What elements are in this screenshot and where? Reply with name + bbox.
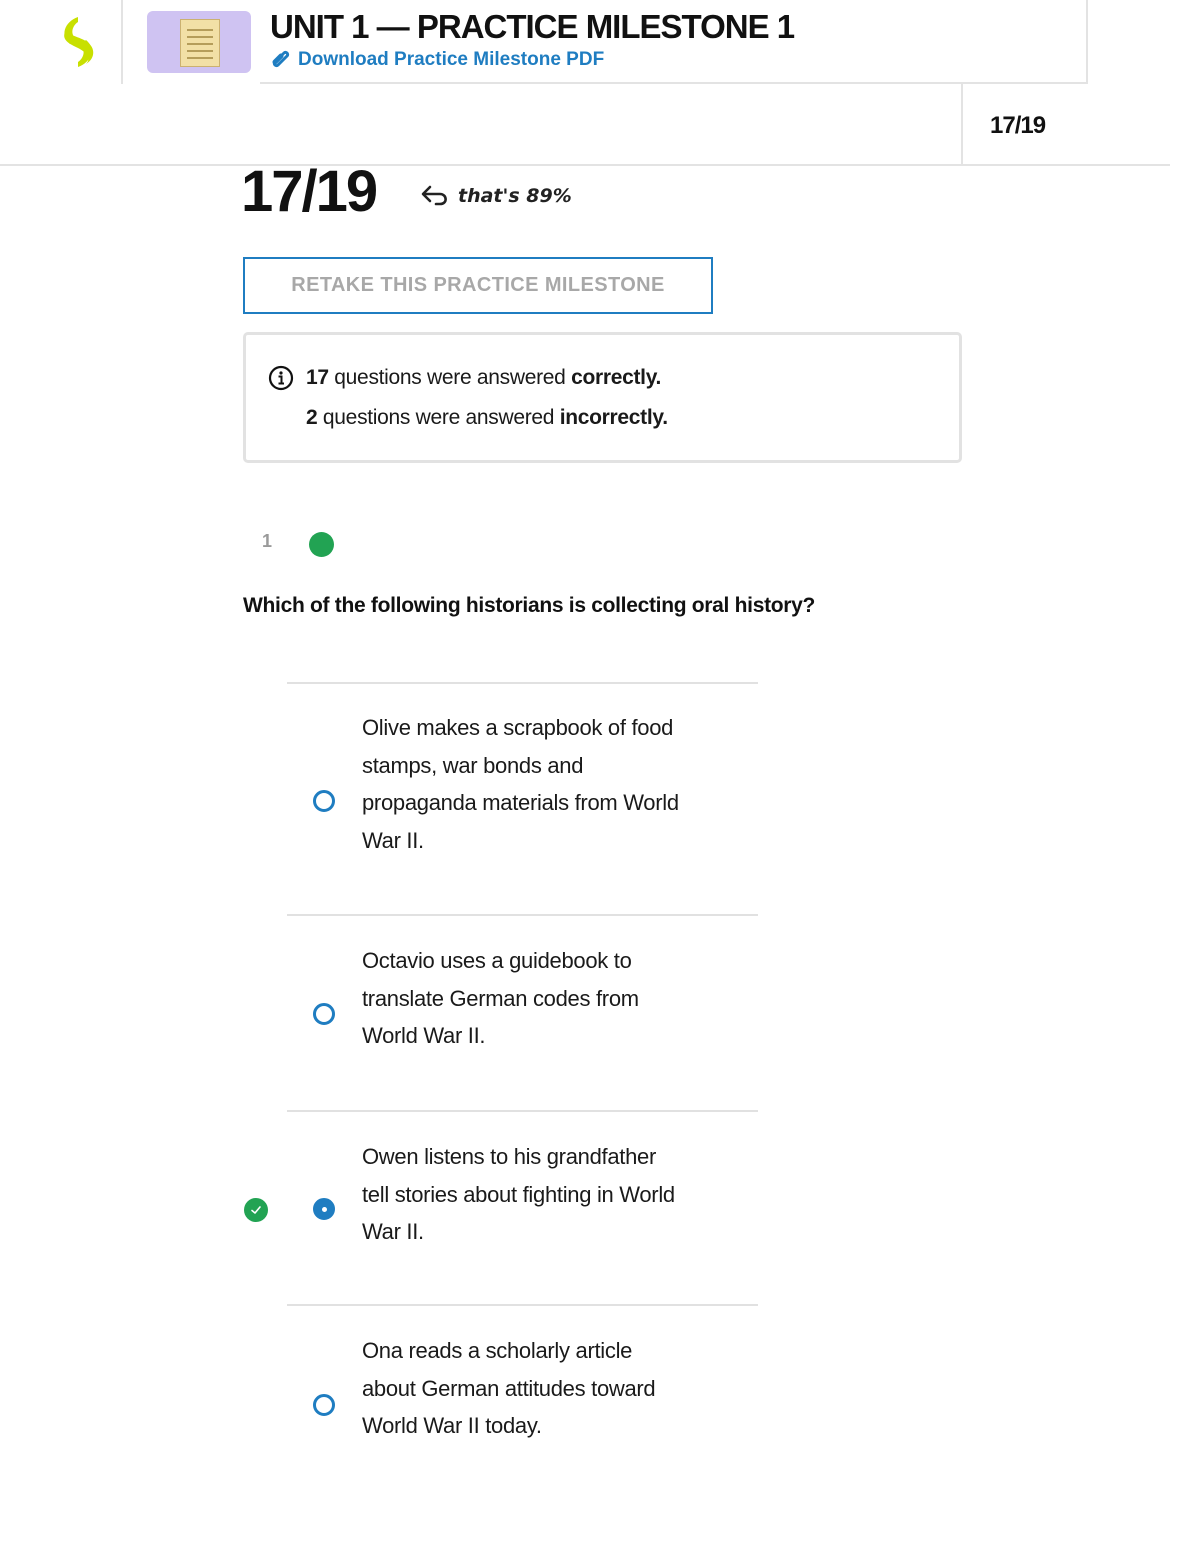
sophia-logo-icon[interactable] [56,14,100,70]
score-panel-divider [961,84,963,164]
option-1-text[interactable]: Olive makes a scrapbook of food stamps, war bonds and propaganda materials from World War II. [362,715,679,853]
correct-answer-checkmark-icon [244,1198,268,1222]
header-right-divider [1086,0,1088,84]
score-value: 17/19 [241,159,377,224]
toolbar-bottom-rule [0,164,1170,166]
retake-milestone-button[interactable]: RETAKE THIS PRACTICE MILESTONE [243,257,713,314]
option-divider [287,682,758,684]
question-status-dot[interactable] [309,532,334,557]
score-percent-note [420,184,572,208]
option-3-radio[interactable] [313,1198,335,1220]
option-divider [287,1304,758,1306]
option-4-text[interactable]: Ona reads a scholarly article about German attitudes toward World War II today. [362,1338,656,1438]
download-pdf-label: Download Practice Milestone PDF [298,49,605,70]
info-icon [268,365,294,391]
download-pdf-link[interactable] [270,49,604,71]
header-divider [121,0,123,84]
question-text: Which of the following historians is collecting oral history? [243,594,816,617]
scroll-icon [180,19,220,67]
page-title: UNIT 1 — PRACTICE MILESTONE 1 [270,8,795,45]
option-divider [287,914,758,916]
question-number[interactable]: 1 [262,531,273,551]
percent-text: that's 89% [458,185,572,207]
undo-arrow-icon [420,184,452,208]
option-divider [287,1110,758,1112]
header-score: 17/19 [990,112,1046,139]
correct-summary-line: 17 questions were answered correctly. [306,366,662,389]
incorrect-summary-line: 2 questions were answered incorrectly. [306,406,668,429]
paperclip-icon [270,50,290,70]
header-bottom-rule [260,82,1088,84]
option-4-radio[interactable] [313,1394,335,1416]
option-2-text[interactable]: Octavio uses a guidebook to translate German codes from World War II. [362,948,639,1048]
milestone-thumbnail [147,11,251,73]
option-3-text[interactable]: Owen listens to his grandfather tell stories about fighting in World War II. [362,1144,675,1244]
option-2-radio[interactable] [313,1003,335,1025]
results-summary [243,332,962,463]
option-1-radio[interactable] [313,790,335,812]
